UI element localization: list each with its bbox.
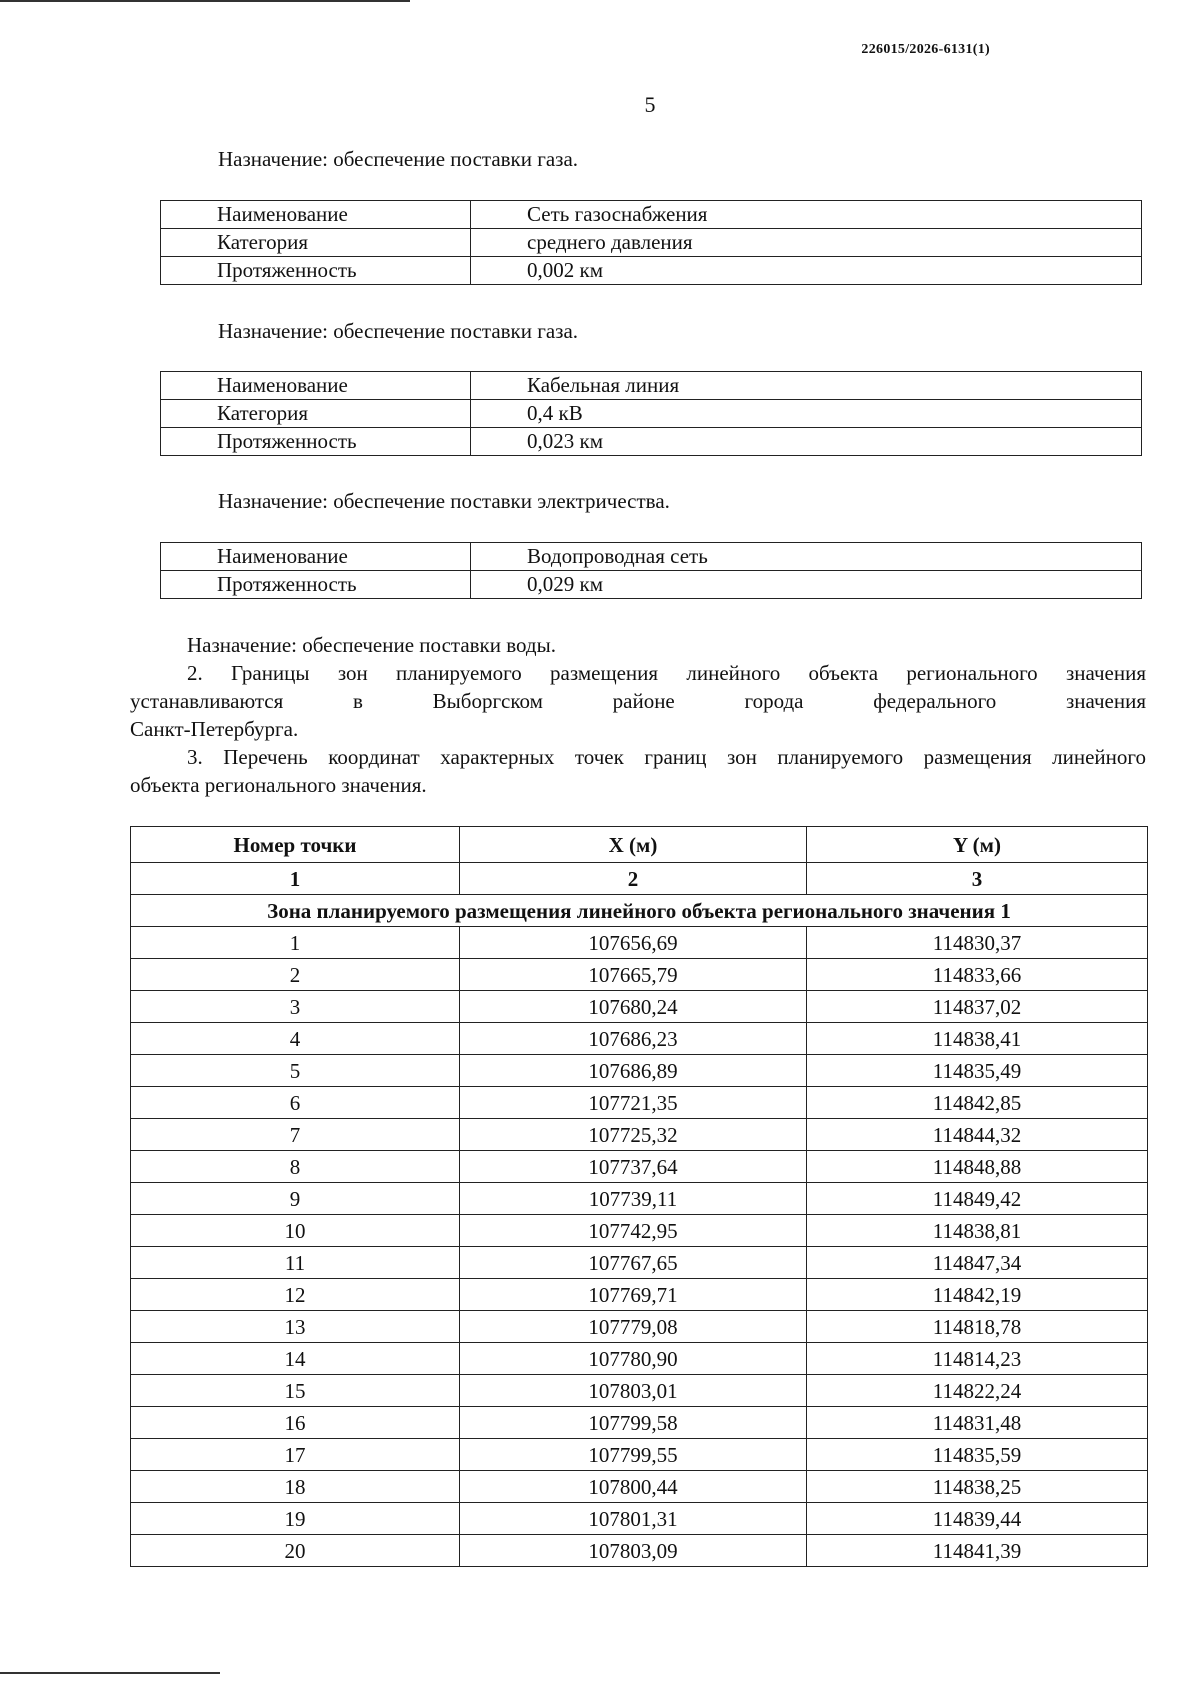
x-coordinate-cell: 107800,44 (460, 1471, 807, 1503)
table-row (131, 1183, 1148, 1215)
y-coordinate-cell: 114839,44 (807, 1503, 1148, 1535)
purpose-electric: Назначение: обеспечение поставки электричества. (218, 489, 670, 513)
table-row (131, 927, 1148, 959)
point-number-cell: 18 (131, 1471, 460, 1503)
column-number: 1 (131, 863, 460, 895)
table-value: 0,4 кВ (471, 400, 1142, 428)
page-number: 5 (644, 92, 656, 117)
table-row (131, 991, 1148, 1023)
table-row (161, 400, 1142, 428)
column-number: 2 (460, 863, 807, 895)
point-number-cell: 19 (131, 1503, 460, 1535)
item2-line3: Санкт-Петербурга. (130, 717, 299, 741)
scan-edge-bottom (0, 1672, 220, 1674)
y-coordinate-cell: 114849,42 (807, 1183, 1148, 1215)
x-coordinate-cell: 107769,71 (460, 1279, 807, 1311)
table-row (131, 1407, 1148, 1439)
y-coordinate-cell: 114842,19 (807, 1279, 1148, 1311)
purpose-water: Назначение: обеспечение поставки воды. (187, 633, 556, 657)
table-key: Протяженность (161, 428, 471, 456)
y-coordinate-cell: 114847,34 (807, 1247, 1148, 1279)
point-number-cell: 10 (131, 1215, 460, 1247)
table-gas (160, 200, 1142, 285)
item2-line2: устанавливаются в Выборгском районе города федерального значения (130, 689, 1146, 713)
y-coordinate-cell: 114831,48 (807, 1407, 1148, 1439)
y-coordinate-cell: 114835,59 (807, 1439, 1148, 1471)
table-value: 0,029 км (471, 571, 1142, 599)
point-number-cell: 5 (131, 1055, 460, 1087)
table-row (131, 1055, 1148, 1087)
point-number-cell: 8 (131, 1151, 460, 1183)
header-point-number: Номер точки (131, 827, 460, 863)
point-number-cell: 14 (131, 1343, 460, 1375)
table-row (161, 257, 1142, 285)
x-coordinate-cell: 107801,31 (460, 1503, 807, 1535)
y-coordinate-cell: 114830,37 (807, 927, 1148, 959)
x-coordinate-cell: 107680,24 (460, 991, 807, 1023)
table-key: Категория (161, 400, 471, 428)
x-coordinate-cell: 107767,65 (460, 1247, 807, 1279)
table-value: Сеть газоснабжения (471, 201, 1142, 229)
x-coordinate-cell: 107737,64 (460, 1151, 807, 1183)
point-number-cell: 20 (131, 1535, 460, 1567)
table-key: Протяженность (161, 257, 471, 285)
y-coordinate-cell: 114842,85 (807, 1087, 1148, 1119)
point-number-cell: 6 (131, 1087, 460, 1119)
point-number-cell: 7 (131, 1119, 460, 1151)
y-coordinate-cell: 114835,49 (807, 1055, 1148, 1087)
zone-title: Зона планируемого размещения линейного объекта регионального значения 1 (131, 895, 1148, 927)
table-row (131, 1023, 1148, 1055)
y-coordinate-cell: 114838,25 (807, 1471, 1148, 1503)
table-row (131, 1151, 1148, 1183)
purpose-gas-2: Назначение: обеспечение поставки газа. (218, 319, 579, 343)
y-coordinate-cell: 114822,24 (807, 1375, 1148, 1407)
x-coordinate-cell: 107656,69 (460, 927, 807, 959)
table-row (131, 1279, 1148, 1311)
point-number-cell: 11 (131, 1247, 460, 1279)
table-row (131, 1119, 1148, 1151)
table-row (131, 1375, 1148, 1407)
column-number: 3 (807, 863, 1148, 895)
x-coordinate-cell: 107721,35 (460, 1087, 807, 1119)
table-key: Категория (161, 229, 471, 257)
table-row (131, 1247, 1148, 1279)
x-coordinate-cell: 107725,32 (460, 1119, 807, 1151)
y-coordinate-cell: 114848,88 (807, 1151, 1148, 1183)
header-x: X (м) (460, 827, 807, 863)
table-water (160, 542, 1142, 599)
x-coordinate-cell: 107665,79 (460, 959, 807, 991)
table-row (131, 1503, 1148, 1535)
zone-title-row (131, 895, 1148, 927)
x-coordinate-cell: 107780,90 (460, 1343, 807, 1375)
table-row (161, 229, 1142, 257)
scan-edge-top (0, 0, 410, 8)
table-cable (160, 371, 1142, 456)
point-number-cell: 13 (131, 1311, 460, 1343)
item2-line1: 2. Границы зон планируемого размещения линейного объекта регионального значения (187, 661, 1146, 685)
document-number: 226015/2026-6131(1) (861, 42, 990, 57)
y-coordinate-cell: 114837,02 (807, 991, 1148, 1023)
coordinates-table (130, 826, 1148, 1567)
x-coordinate-cell: 107803,09 (460, 1535, 807, 1567)
point-number-cell: 3 (131, 991, 460, 1023)
table-row (131, 1215, 1148, 1247)
table-key: Наименование (161, 543, 471, 571)
table-row (161, 571, 1142, 599)
y-coordinate-cell: 114841,39 (807, 1535, 1148, 1567)
x-coordinate-cell: 107799,58 (460, 1407, 807, 1439)
table-row (131, 1087, 1148, 1119)
table-value: среднего давления (471, 229, 1142, 257)
table-row (131, 1343, 1148, 1375)
table-row (161, 372, 1142, 400)
point-number-cell: 16 (131, 1407, 460, 1439)
item3-line2: объекта регионального значения. (130, 773, 427, 797)
point-number-cell: 12 (131, 1279, 460, 1311)
y-coordinate-cell: 114833,66 (807, 959, 1148, 991)
x-coordinate-cell: 107686,89 (460, 1055, 807, 1087)
table-value: Водопроводная сеть (471, 543, 1142, 571)
x-coordinate-cell: 107739,11 (460, 1183, 807, 1215)
point-number-cell: 1 (131, 927, 460, 959)
table-key: Протяженность (161, 571, 471, 599)
text-block (130, 631, 1146, 799)
column-number-row (131, 863, 1148, 895)
point-number-cell: 2 (131, 959, 460, 991)
table-value: 0,023 км (471, 428, 1142, 456)
point-number-cell: 17 (131, 1439, 460, 1471)
point-number-cell: 4 (131, 1023, 460, 1055)
table-value: 0,002 км (471, 257, 1142, 285)
table-header-row (131, 827, 1148, 863)
table-row (131, 1535, 1148, 1567)
y-coordinate-cell: 114838,81 (807, 1215, 1148, 1247)
table-row (131, 1439, 1148, 1471)
table-value: Кабельная линия (471, 372, 1142, 400)
y-coordinate-cell: 114838,41 (807, 1023, 1148, 1055)
y-coordinate-cell: 114814,23 (807, 1343, 1148, 1375)
point-number-cell: 15 (131, 1375, 460, 1407)
table-row (161, 543, 1142, 571)
item3-line1: 3. Перечень координат характерных точек границ зон планируемого размещения линейного (187, 745, 1146, 769)
table-key: Наименование (161, 372, 471, 400)
purpose-gas-1: Назначение: обеспечение поставки газа. (218, 147, 579, 171)
y-coordinate-cell: 114818,78 (807, 1311, 1148, 1343)
x-coordinate-cell: 107799,55 (460, 1439, 807, 1471)
x-coordinate-cell: 107779,08 (460, 1311, 807, 1343)
point-number-cell: 9 (131, 1183, 460, 1215)
table-row (161, 428, 1142, 456)
header-y: Y (м) (807, 827, 1148, 863)
table-row (131, 1471, 1148, 1503)
table-key: Наименование (161, 201, 471, 229)
x-coordinate-cell: 107803,01 (460, 1375, 807, 1407)
table-row (131, 959, 1148, 991)
x-coordinate-cell: 107742,95 (460, 1215, 807, 1247)
y-coordinate-cell: 114844,32 (807, 1119, 1148, 1151)
table-row (131, 1311, 1148, 1343)
table-row (161, 201, 1142, 229)
x-coordinate-cell: 107686,23 (460, 1023, 807, 1055)
